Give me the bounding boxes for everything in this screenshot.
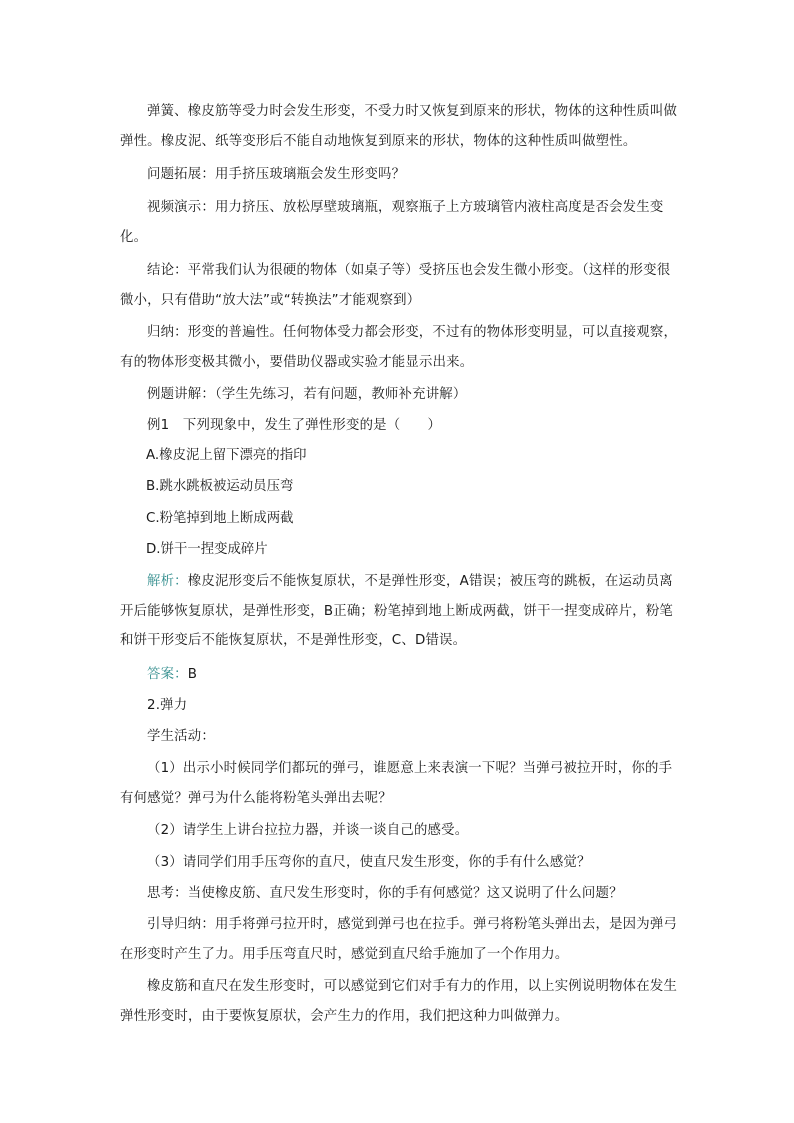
student-activity-heading: 学生活动： xyxy=(147,729,215,744)
example-question: 例1 下列现象中，发生了弹性形变的是（ ） xyxy=(147,418,442,433)
analysis-label: 解析： xyxy=(147,574,188,589)
paragraph-question-extension: 问题拓展：用手挤压玻璃瓶会发生形变吗？ xyxy=(147,167,406,182)
answer-line xyxy=(120,660,680,690)
option-c: C.粉笔掉到地上断成两截 xyxy=(146,511,294,526)
option-a: A.橡皮泥上留下漂亮的指印 xyxy=(146,448,307,463)
activity-item-1: （1）出示小时候同学们都玩的弹弓，谁愿意上来表演一下呢？当弹弓被拉开时，你的手有何感觉？弹弓为什么能将粉笔头弹出去呢？ xyxy=(120,761,673,806)
paragraph-conclusion: 结论：平常我们认为很硬的物体（如桌子等）受挤压也会发生微小形变。（这样的形变很微小，只有借助“放大法”或“转换法”才能观察到） xyxy=(120,263,671,308)
section-heading-elastic-force: 2.弹力 xyxy=(147,698,188,713)
answer-label: 答案： xyxy=(147,667,188,682)
analysis-paragraph xyxy=(120,567,680,656)
analysis-text: 橡皮泥形变后不能恢复原状，不是弹性形变，A错误；被压弯的跳板，在运动员离开后能够恢复原状，是弹性形变，B正确；粉笔掉到地上断成两截，饼干一捏变成碎片，粉笔和饼干形变后不能恢复原状，不是弹性形变，C、D错误。 xyxy=(120,574,674,648)
paragraph-elastic-force-conclusion: 橡皮筋和直尺在发生形变时，可以感觉到它们对手有力的作用，以上实例说明物体在发生弹性形变时，由于要恢复原状，会产生力的作用，我们把这种力叫做弹力。 xyxy=(120,979,678,1024)
paragraph-video-demo: 视频演示：用力挤压、放松厚壁玻璃瓶，观察瓶子上方玻璃管内液柱高度是否会发生变化。 xyxy=(120,200,664,245)
activity-item-2: （2）请学生上讲台拉拉力器，并谈一谈自己的感受。 xyxy=(147,823,469,838)
paragraph-think: 思考：当使橡皮筋、直尺发生形变时，你的手有何感觉？这又说明了什么问题？ xyxy=(147,886,623,901)
activity-item-3: （3）请同学们用手压弯你的直尺，使直尺发生形变，你的手有什么感觉？ xyxy=(147,855,591,870)
paragraph-guide-summary: 引导归纳：用手将弹弓拉开时，感觉到弹弓也在拉手。弹弓将粉笔头弹出去，是因为弹弓在形变时产生了力。用手压弯直尺时，感觉到直尺给手施加了一个作用力。 xyxy=(120,917,678,962)
paragraph-summary: 归纳：形变的普遍性。任何物体受力都会形变，不过有的物体形变明显，可以直接观察，有的物体形变极其微小，要借助仪器或实验才能显示出来。 xyxy=(120,325,678,370)
option-b: B.跳水跳板被运动员压弯 xyxy=(146,479,294,494)
paragraph-example-intro: 例题讲解：（学生先练习，若有问题，教师补充讲解） xyxy=(147,387,467,402)
paragraph-elasticity-definition: 弹簧、橡皮筋等受力时会发生形变，不受力时又恢复到原来的形状，物体的这种性质叫做弹性。橡皮泥、纸等变形后不能自动地恢复到原来的形状，物体的这种性质叫做塑性。 xyxy=(120,104,678,149)
option-d: D.饼干一捏变成碎片 xyxy=(146,542,268,557)
answer-value: B xyxy=(187,667,198,682)
